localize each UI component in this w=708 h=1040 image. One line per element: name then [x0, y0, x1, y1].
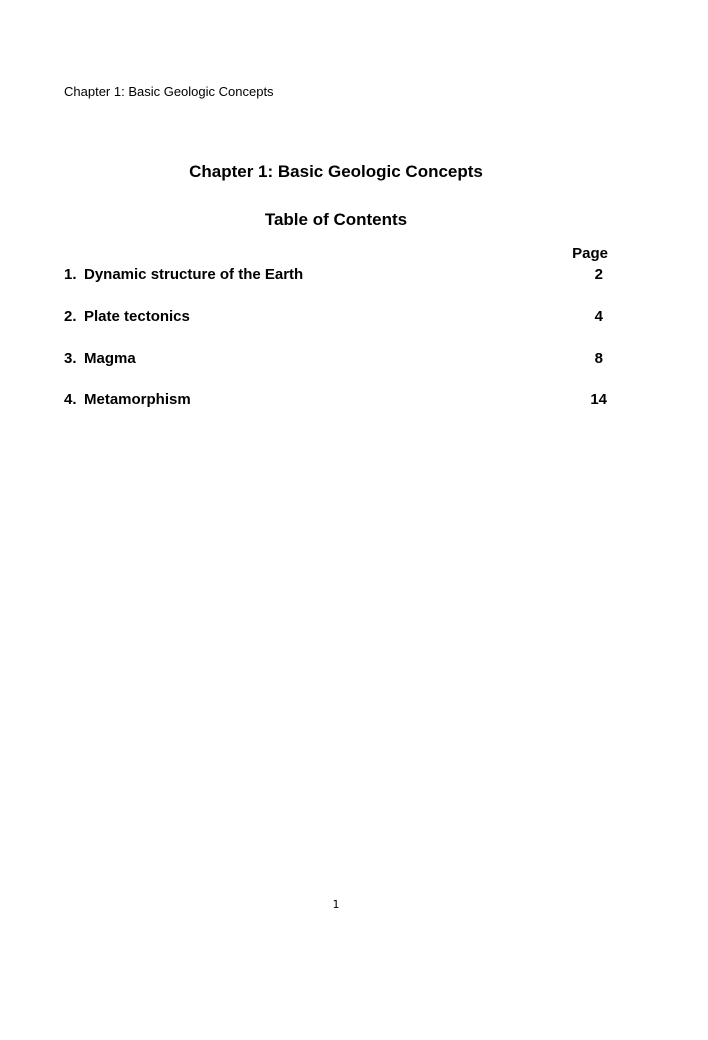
toc-entry-number: 1.	[64, 266, 77, 283]
toc-entry	[64, 307, 608, 327]
toc-entry-page: 8	[594, 350, 603, 367]
toc-heading: Table of Contents	[264, 210, 408, 229]
toc-entry-number: 4.	[64, 391, 77, 408]
toc-entry	[64, 390, 608, 410]
toc-entry-page: 4	[594, 308, 603, 325]
toc-entry-number: 2.	[64, 308, 77, 325]
chapter-title: Chapter 1: Basic Geologic Concepts	[189, 162, 483, 181]
toc-entry-label: Dynamic structure of the Earth	[84, 266, 304, 283]
toc-entry-label: Plate tectonics	[84, 308, 190, 325]
toc-entry-page: 2	[594, 266, 603, 283]
toc-entry-page: 14	[590, 391, 607, 408]
page-column-label: Page	[572, 245, 608, 262]
page-number: 1	[332, 898, 340, 911]
toc-entry-number: 3.	[64, 350, 77, 367]
toc-entry-label: Magma	[84, 350, 136, 367]
toc-entry	[64, 265, 608, 285]
toc-entry	[64, 349, 608, 369]
running-header: Chapter 1: Basic Geologic Concepts	[64, 84, 274, 99]
toc-entry-label: Metamorphism	[84, 391, 191, 408]
